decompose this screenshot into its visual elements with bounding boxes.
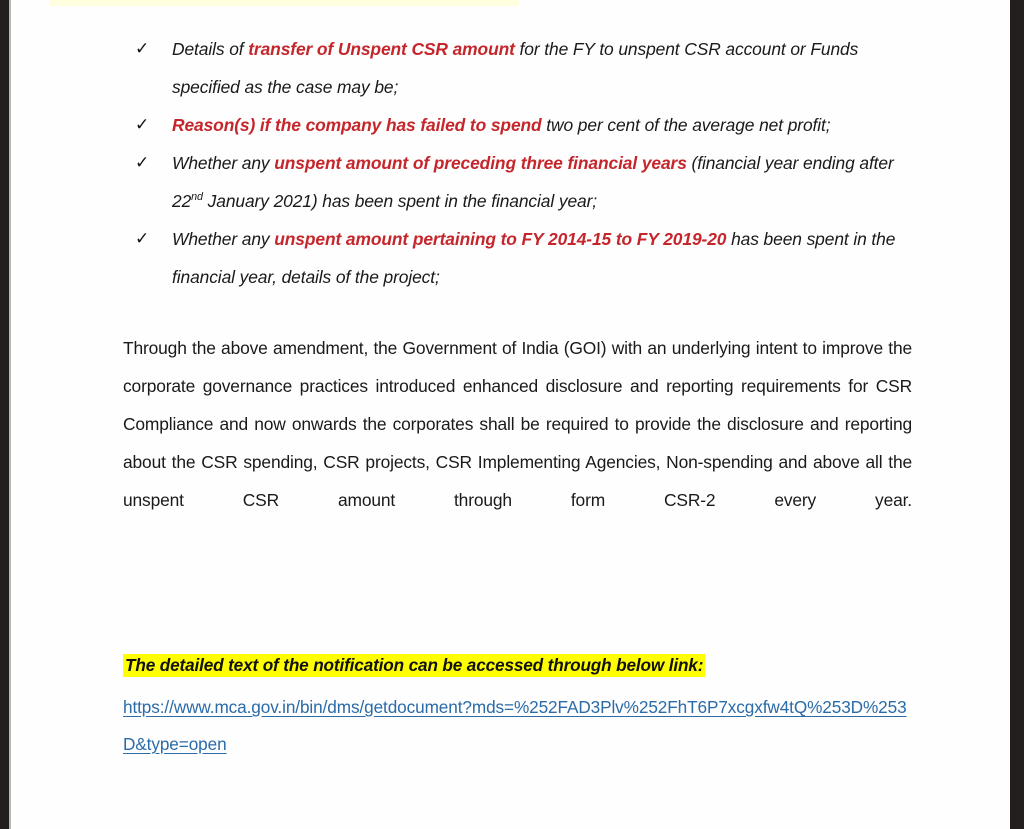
list-item-text [172,153,894,211]
notification-link-block [123,680,912,763]
list-item-tail: for the FY to unspent CSR account or Funds specified as the case may be; [172,39,859,97]
list-item-tail: two per cent of the average net profit; [541,115,831,135]
list-item-tail: has been spent in the financial year, details of the project; [172,229,896,287]
ordinal-superscript: nd [191,191,203,204]
highlighted-callout-text: The detailed text of the notification can be accessed through below link: [125,655,704,675]
highlighted-callout [123,557,913,680]
list-item-text [172,229,895,287]
list-item-text [172,115,831,135]
list-item-emphasis: Reason(s) if the company has failed to spend [172,115,542,135]
list-item-lead: Whether any [172,229,275,249]
list-item-lead: Whether any [172,153,275,173]
document-sheet [11,0,1010,829]
list-item-tail-after-superscript: January 2021) has been spent in the financial year; [202,191,598,211]
notification-link[interactable]: https://www.mca.gov.in/bin/dms/getdocument?mds=%252FAD3Plv%252FhT6P7xcgxfw4tQ%253D%253D&type=open [123,697,907,754]
body-paragraph: Through the above amendment, the Government of India (GOI) with an underlying intent to improve the corporate governance practices introduced enhanced disclosure and reporting requirements for CSR Compliance and now onwards the corporates shall be required to provide the disclosure and reporting about the CSR spending, CSR projects, CSR Implementing Agencies, Non-spending and above all the unspent CSR amount through form CSR-2 every year. [123,338,912,510]
check-icon: ✓ [135,115,150,135]
list-item [123,106,913,144]
list-item-emphasis: unspent amount of preceding three financial years [274,153,687,173]
document-content [123,0,913,763]
list-item-lead: Details of [172,39,249,59]
list-item [123,220,913,296]
list-item-emphasis: transfer of Unspent CSR amount [248,39,515,59]
list-item-text [172,39,858,97]
scan-edge-right [1010,0,1024,829]
list-item-emphasis: unspent amount pertaining to FY 2014-15 to FY 2019-20 [274,229,727,249]
check-icon: ✓ [135,229,150,249]
list-item [123,30,913,106]
checkmark-bullet-list [123,0,913,296]
list-item [123,144,913,220]
check-icon: ✓ [135,39,150,59]
scan-edge-left [0,0,9,829]
check-icon: ✓ [135,153,150,173]
list-item-tail-before-superscript: (financial year ending after 22 [172,153,894,211]
